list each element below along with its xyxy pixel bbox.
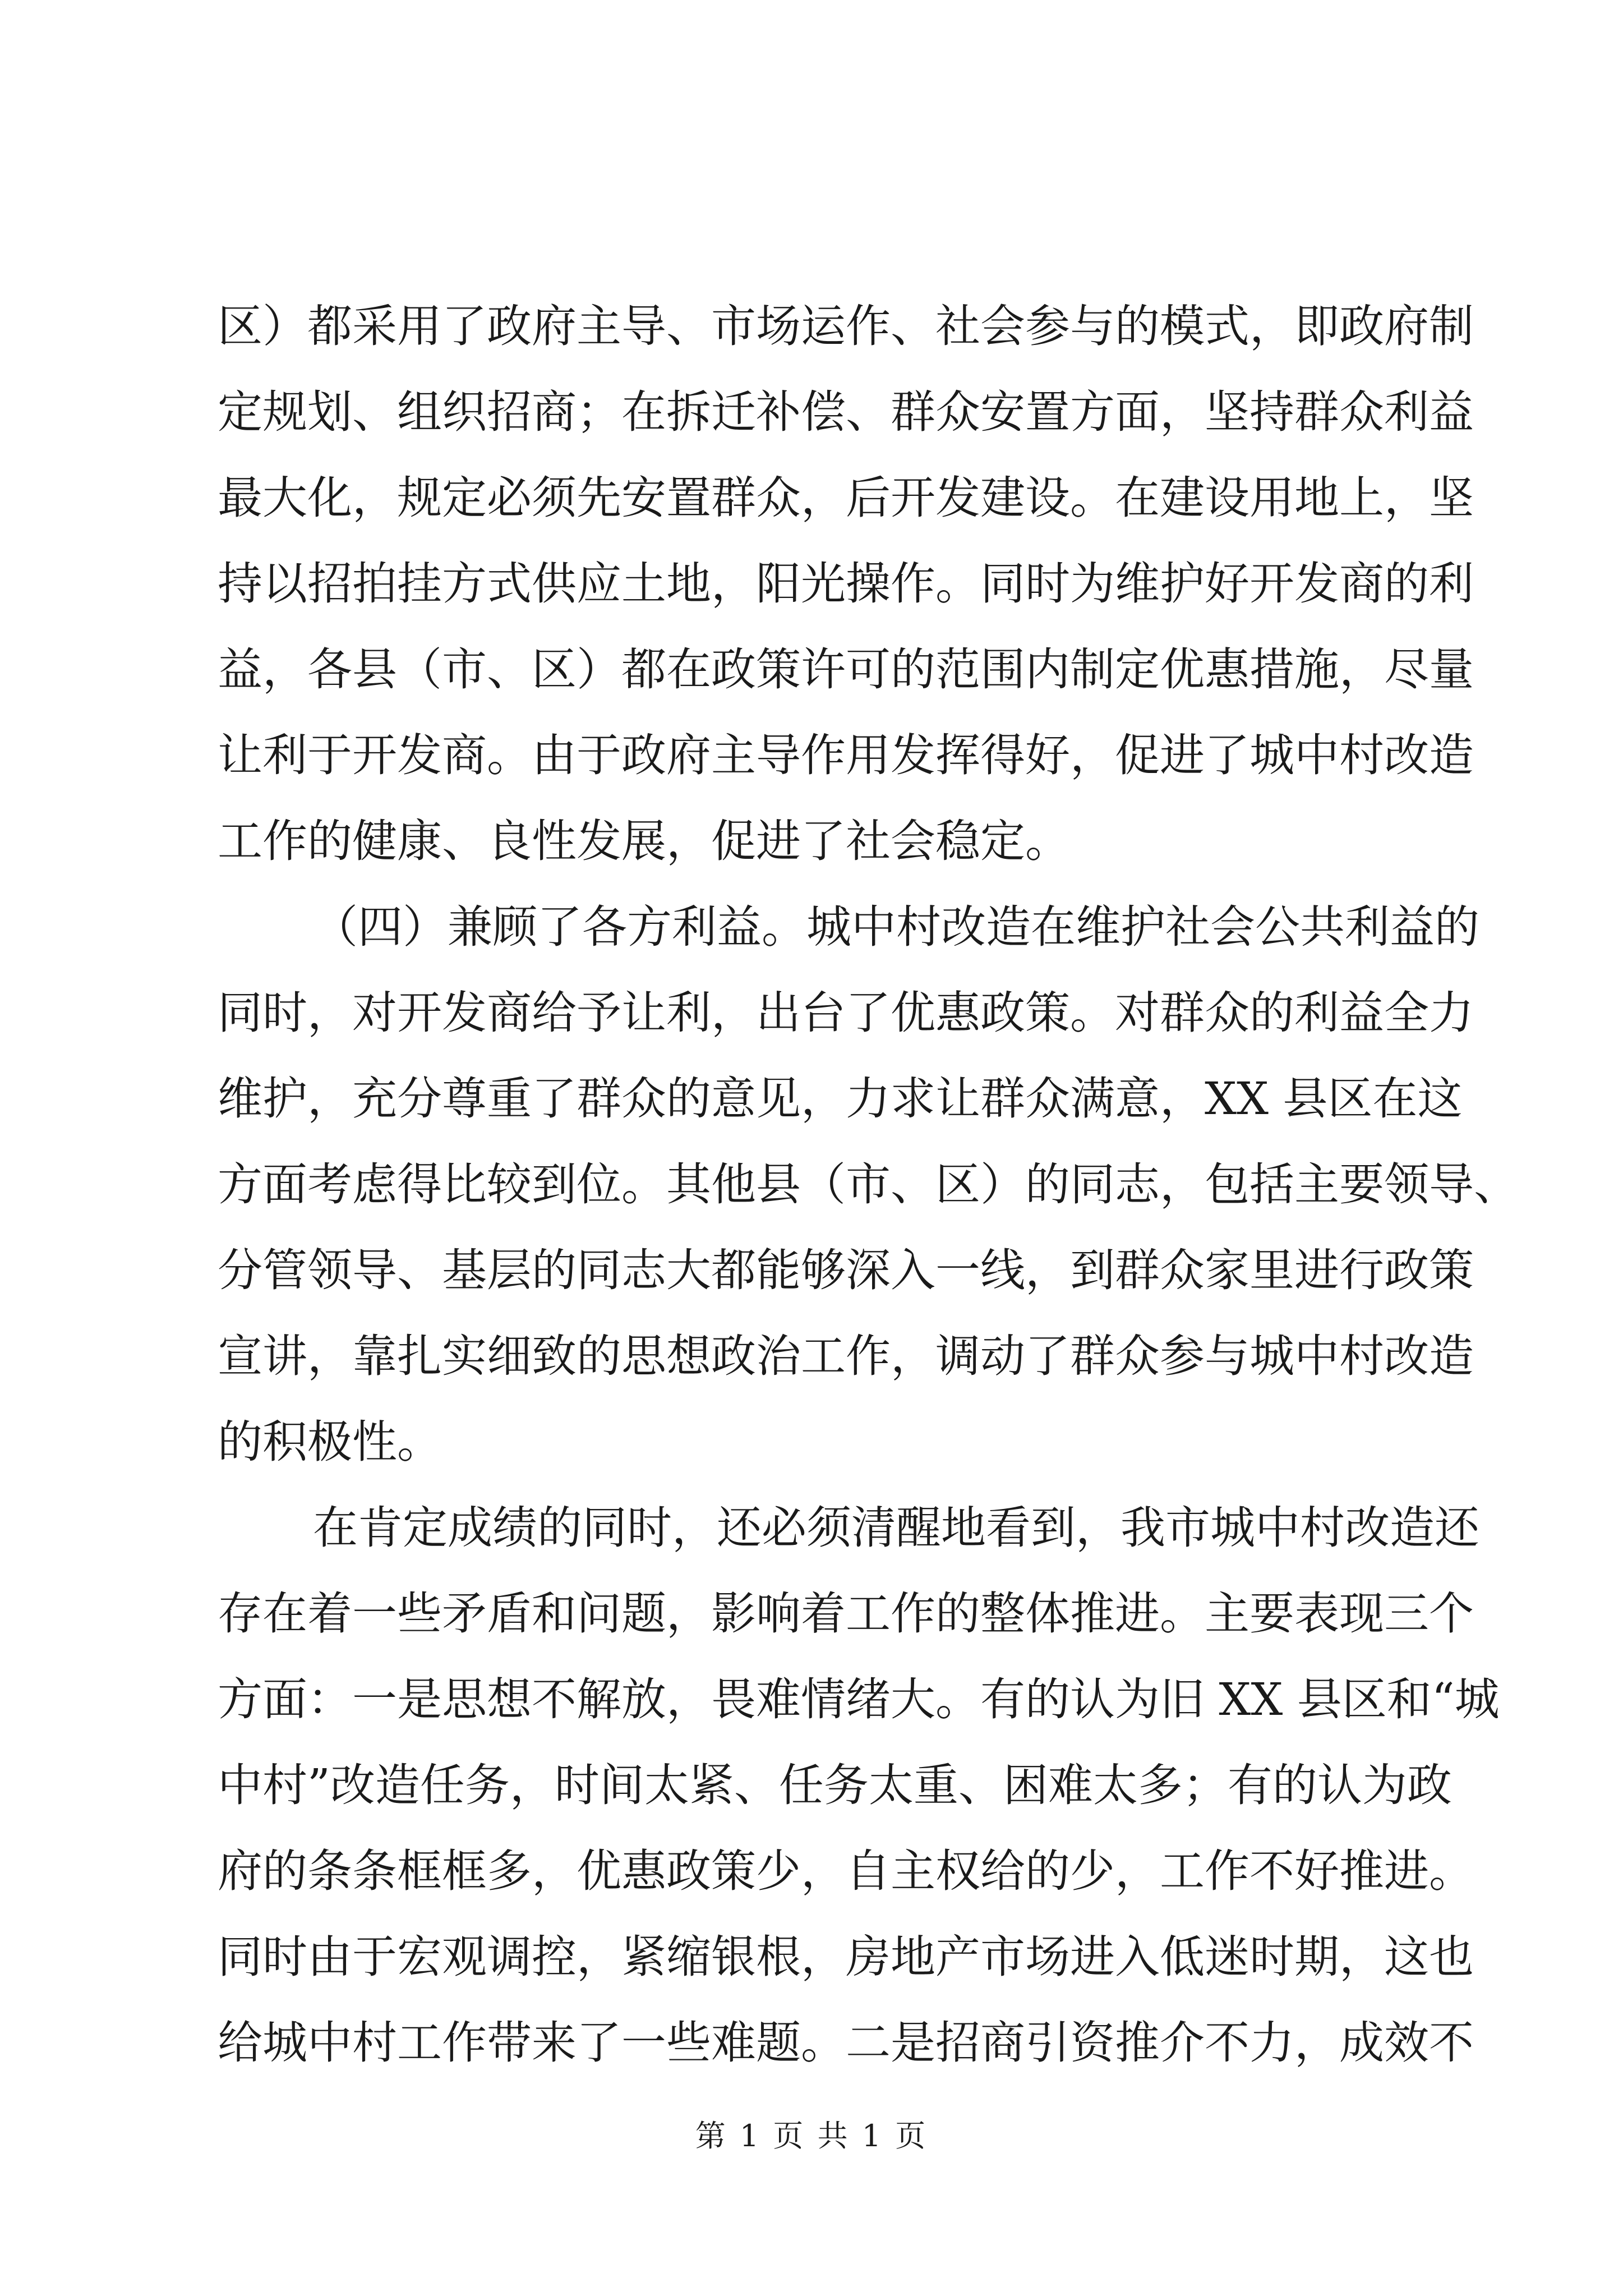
text-line: 在肯定成绩的同时，还必须清醒地看到，我市城中村改造还: [313, 1502, 1479, 1554]
paragraph: [218, 884, 1519, 1485]
text-line: 宣讲，靠扎实细致的思想政治工作，调动了群众参与城中村改造: [218, 1330, 1474, 1382]
text-line: 给城中村工作带来了一些难题。二是招商引资推介不力，成效不: [218, 2017, 1474, 2069]
text-line: 方面考虑得比较到位。其他县（市、区）的同志，包括主要领导、: [218, 1158, 1519, 1211]
text-line: 存在着一些矛盾和问题，影响着工作的整体推进。主要表现三个: [218, 1588, 1474, 1640]
text-line: 府的条条框框多，优惠政策少，自主权给的少，工作不好推进。: [218, 1845, 1474, 1897]
text-line: 同时由于宏观调控，紧缩银根，房地产市场进入低迷时期，这也: [218, 1931, 1474, 1983]
text-line: 持以招拍挂方式供应土地，阳光操作。同时为维护好开发商的利: [218, 558, 1474, 610]
paragraph: [218, 1485, 1500, 2086]
text-line: 维护，充分尊重了群众的意见，力求让群众满意，XX 县区在这: [218, 1073, 1463, 1125]
text-line: 益，各县（市、区）都在政策许可的范围内制定优惠措施，尽量: [218, 643, 1474, 696]
document-body: [218, 283, 1519, 2086]
text-line: 方面：一是思想不解放，畏难情绪大。有的认为旧 XX 县区和“城: [218, 1673, 1500, 1726]
text-line: 同时，对开发商给予让利，出台了优惠政策。对群众的利益全力: [218, 987, 1474, 1039]
paragraph: [218, 283, 1474, 884]
text-line: 工作的健康、良性发展，促进了社会稳定。: [218, 815, 1070, 867]
text-line: 的积极性。: [218, 1416, 442, 1468]
text-line: （四）兼顾了各方利益。城中村改造在维护社会公共利益的: [313, 901, 1479, 953]
text-line: 区）都采用了政府主导、市场运作、社会参与的模式，即政府制: [218, 300, 1474, 352]
page-footer: [0, 2112, 1623, 2155]
text-line: 中村”改造任务，时间太紧、任务太重、困难太多；有的认为政: [218, 1759, 1452, 1811]
text-line: 最大化，规定必须先安置群众，后开发建设。在建设用地上，坚: [218, 472, 1474, 524]
page-number-label: 第 1 页 共 1 页: [695, 2118, 928, 2154]
text-line: 让利于开发商。由于政府主导作用发挥得好，促进了城中村改造: [218, 729, 1474, 781]
text-line: 定规划、组织招商；在拆迁补偿、群众安置方面，坚持群众利益: [218, 386, 1474, 438]
text-line: 分管领导、基层的同志大都能够深入一线，到群众家里进行政策: [218, 1244, 1474, 1296]
